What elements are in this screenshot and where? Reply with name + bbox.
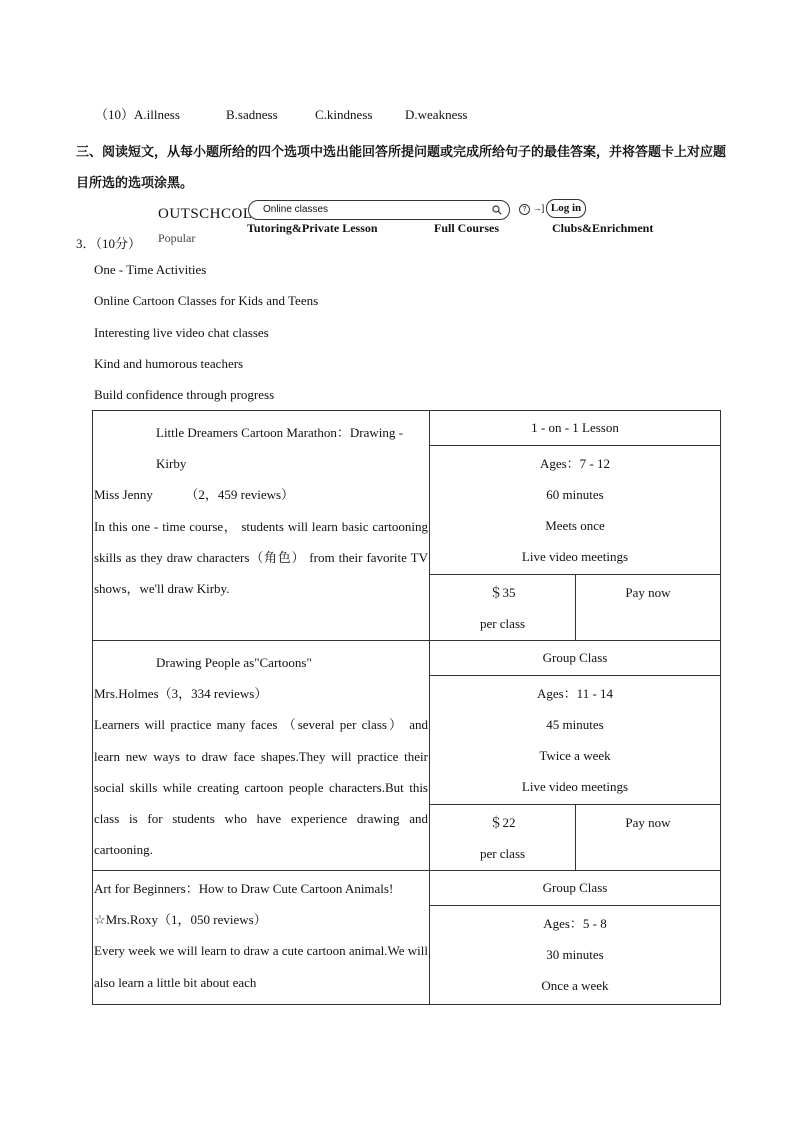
nav-full-courses[interactable]: Full Courses	[434, 221, 500, 235]
course-frequency: Once a week	[541, 978, 609, 993]
popular-label: Popular	[158, 231, 196, 245]
course-desc: In this one - time course， students will learn basic cartooning skills as they draw characters（角色） from their favorite TV shows，we'll draw Kirby.	[94, 518, 428, 597]
course-teacher: ☆Mrs.Roxy（1，050 reviews）	[94, 912, 267, 928]
course-desc: Every week we will learn to draw a cute cartoon animal.We will also learn a little bit about each	[94, 943, 428, 990]
course-title: Drawing People as"Cartoons"	[156, 655, 312, 670]
course-table	[92, 410, 721, 1005]
price-unit: per class	[479, 846, 526, 861]
course-info	[430, 676, 721, 805]
question-3-label: 3．（10分）	[76, 236, 142, 251]
nav-clubs[interactable]: Clubs&Enrichment	[552, 221, 654, 235]
course-type: Group Class	[430, 871, 721, 906]
course-ages: Ages：11 - 14	[536, 686, 614, 701]
course-type: Group Class	[430, 641, 721, 676]
course-price	[430, 575, 576, 641]
price-value: ＄22	[489, 815, 516, 830]
intro-line: Build confidence through progress	[94, 387, 275, 402]
option-c: C.kindness	[315, 107, 373, 122]
course-info	[430, 446, 721, 575]
course-teacher: Mrs.Holmes（3，334 reviews）	[94, 686, 268, 702]
nav-tutoring[interactable]: Tutoring&Private Lesson	[247, 221, 378, 235]
intro-line: One - Time Activities	[94, 262, 207, 277]
intro-line: Kind and humorous teachers	[94, 356, 244, 371]
help-icon[interactable]: ?	[519, 204, 530, 215]
search-icon[interactable]	[492, 205, 502, 215]
course-format: Live video meetings	[521, 549, 629, 564]
course-description-cell	[93, 411, 430, 641]
login-button[interactable]: Log in	[546, 199, 586, 218]
course-desc: Learners will practice many faces （several per class） and learn new ways to draw face shapes.They will practice their social skills while creating cartoon people characters.But this class is for students who have experience drawing and cartooning.	[94, 717, 428, 858]
course-frequency: Twice a week	[539, 748, 611, 763]
option-b: B.sadness	[226, 107, 278, 122]
pay-now-button[interactable]: Pay now	[576, 805, 721, 871]
course-description-cell	[93, 641, 430, 871]
course-type: 1 - on - 1 Lesson	[430, 411, 721, 446]
course-duration: 45 minutes	[546, 717, 604, 732]
price-unit: per class	[479, 616, 526, 631]
search-bar[interactable]	[248, 200, 510, 220]
course-row	[93, 411, 721, 446]
course-title: Little Dreamers Cartoon Marathon：Drawing - Kirby	[156, 425, 403, 472]
course-frequency: Meets once	[545, 518, 605, 533]
course-title: Art for Beginners：How to Draw Cute Cartoon Animals!	[94, 881, 394, 896]
option-d: D.weakness	[405, 107, 468, 122]
course-format: Live video meetings	[521, 779, 629, 794]
course-info	[430, 906, 721, 1005]
pay-now-button[interactable]: Pay now	[576, 575, 721, 641]
course-teacher: Miss Jenny （2，459 reviews）	[94, 487, 295, 503]
intro-line: Online Cartoon Classes for Kids and Teens	[94, 293, 319, 308]
course-ages: Ages：5 - 8	[543, 916, 607, 931]
course-description-cell	[93, 871, 430, 1005]
course-duration: 60 minutes	[546, 487, 604, 502]
intro-line: Interesting live video chat classes	[94, 325, 269, 340]
course-price	[430, 805, 576, 871]
question-10-options	[95, 104, 467, 123]
question-10-number: （10）	[95, 107, 135, 122]
site-brand: OUTSCHCOL	[158, 206, 253, 222]
search-input[interactable]: Online classes	[263, 204, 329, 215]
toolbar-icons	[519, 203, 544, 215]
price-value: ＄35	[489, 585, 516, 600]
login-icon[interactable]: →]	[532, 203, 545, 213]
course-row	[93, 871, 721, 906]
course-duration: 30 minutes	[546, 947, 604, 962]
course-ages: Ages：7 - 12	[539, 456, 611, 471]
section-instruction: 三、阅读短文，从每小题所给的四个选项中选出能回答所提问题或完成所给句子的最佳答案，并将答题卡上对应题目所选的选项涂黑。	[76, 144, 727, 190]
course-row	[93, 641, 721, 676]
option-a: A.illness	[134, 107, 180, 122]
